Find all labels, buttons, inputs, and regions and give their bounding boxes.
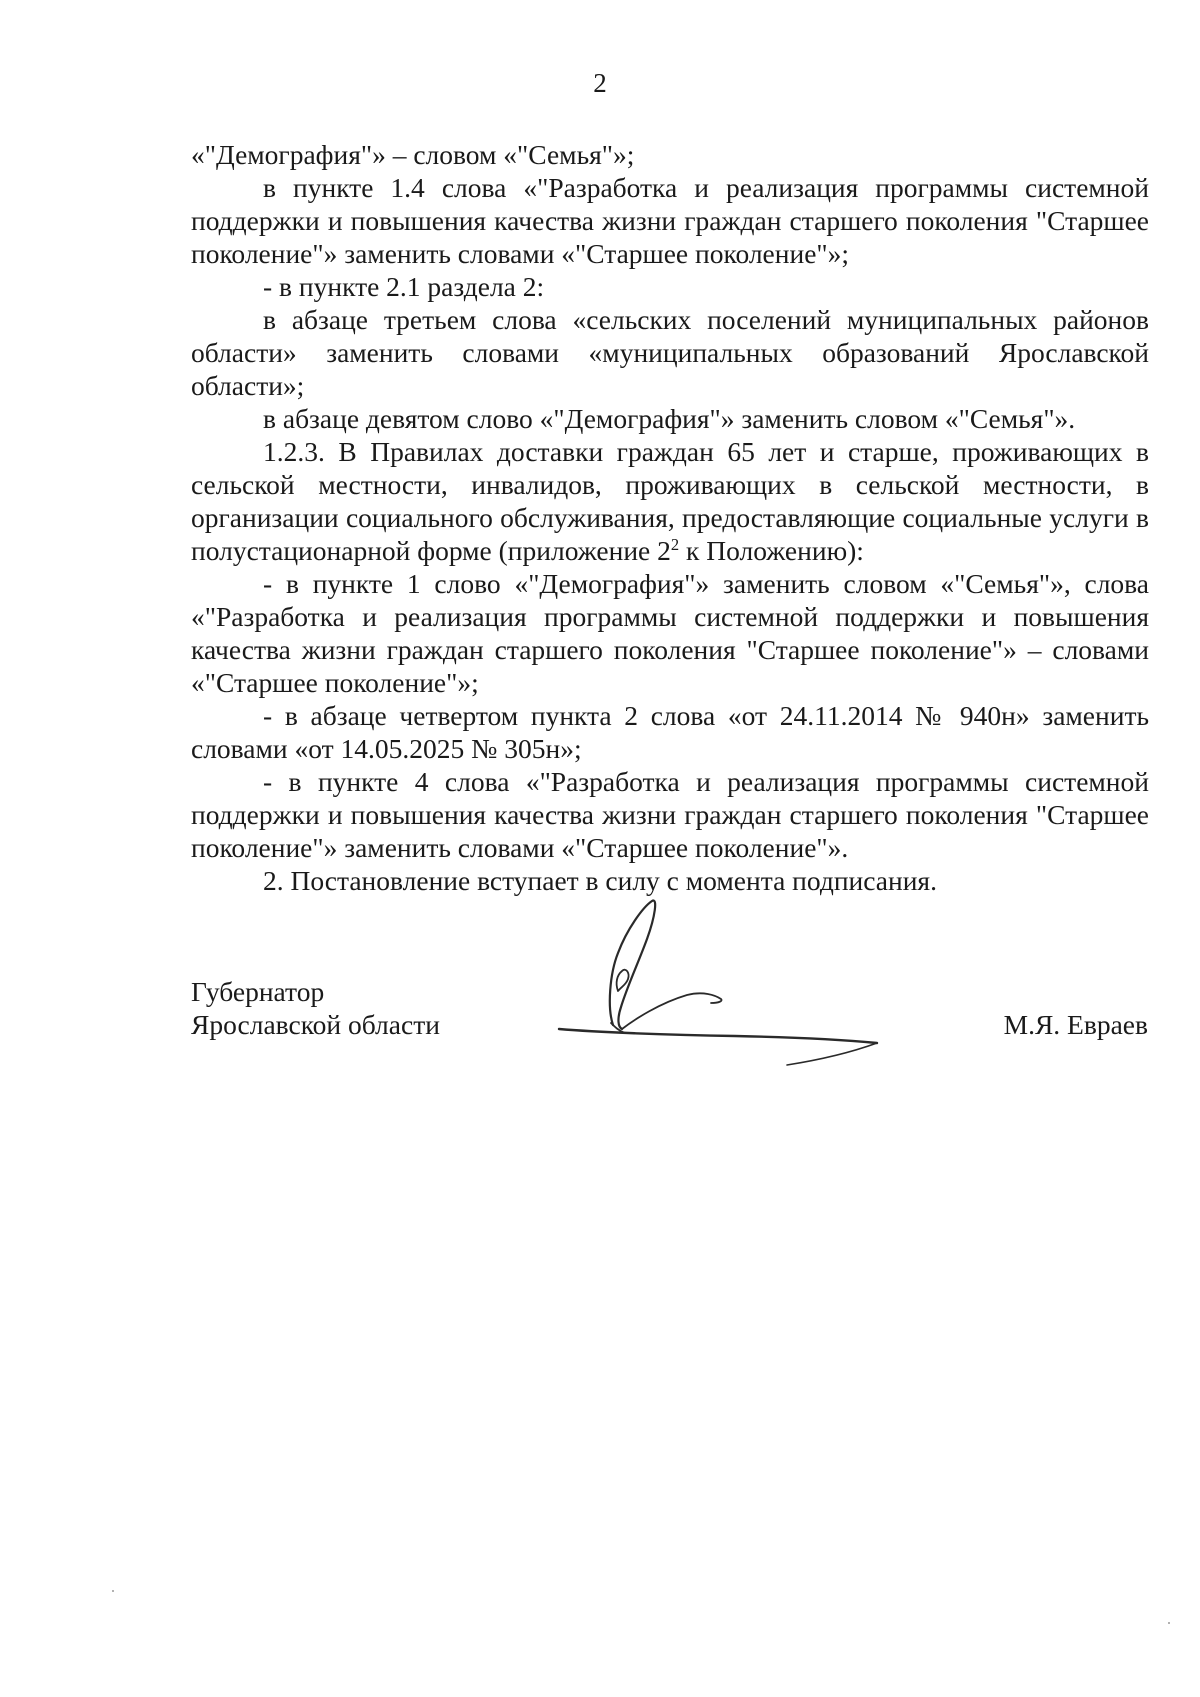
paragraph-10: 2. Постановление вступает в силу с момента подписания.: [263, 865, 937, 896]
paragraph-3: - в пункте 2.1 раздела 2:: [263, 271, 545, 302]
paragraph-7: - в пункте 1 слово «"Демография"» заменить словом «"Семья"», слова «"Разработка и реализация программы системной поддержки и повышения качества жизни граждан старшего поколения "Старшее поколение"» – словами «"Старшее поколение"»;: [191, 568, 1149, 698]
handwritten-signature: [555, 895, 925, 1075]
page-number: 2: [593, 68, 607, 98]
scan-speck: [112, 1590, 114, 1592]
signature-stroke-upper: [622, 993, 722, 1029]
paragraph-1: «"Демография"» – словом «"Семья"»;: [191, 139, 635, 170]
signatory-region: Ярославской области: [191, 1009, 440, 1040]
paragraph-6-superscript: 2: [670, 534, 680, 554]
paragraph-8: - в абзаце четвертом пункта 2 слова «от 24.11.2014 № 940н» заменить словами «от 14.05.2025 № 305н»;: [191, 700, 1149, 764]
paragraph-6-text: 1.2.3. В Правилах доставки граждан 65 лет и старше, проживающих в сельской местности, инвалидов, проживающих в сельской местности, в организации социального обслуживания, предоставляющие социальные услуги в полустационарной форме (приложение 2: [191, 436, 1149, 566]
paragraph-4: в абзаце третьем слова «сельских поселений муниципальных районов области» заменить словами «муниципальных образований Ярославской области»;: [191, 304, 1149, 401]
paragraph-2: в пункте 1.4 слова «"Разработка и реализация программы системной поддержки и повышения качества жизни граждан старшего поколения "Старшее поколение"» заменить словами «"Старшее поколение"»;: [191, 172, 1149, 269]
paragraph-6-tail: к Положению):: [679, 535, 864, 566]
signature-stroke-baseline: [559, 1029, 877, 1043]
paragraph-9: - в пункте 4 слова «"Разработка и реализация программы системной поддержки и повышения качества жизни граждан старшего поколения "Старшее поколение"» заменить словами «"Старшее поколение"».: [191, 766, 1149, 863]
signatory-title: Губернатор: [191, 976, 325, 1007]
signatory-position: [191, 975, 440, 1041]
scan-speck: [1168, 1622, 1170, 1624]
paragraph-5: в абзаце девятом слово «"Демография"» заменить словом «"Семья"».: [263, 403, 1076, 434]
paragraph-6: [191, 435, 1149, 567]
signatory-name: М.Я. Евраев: [1003, 1009, 1148, 1040]
signature-stroke-loop: [610, 900, 655, 1029]
signature-stroke-sweep: [787, 1043, 877, 1065]
document-body: [191, 138, 1149, 897]
